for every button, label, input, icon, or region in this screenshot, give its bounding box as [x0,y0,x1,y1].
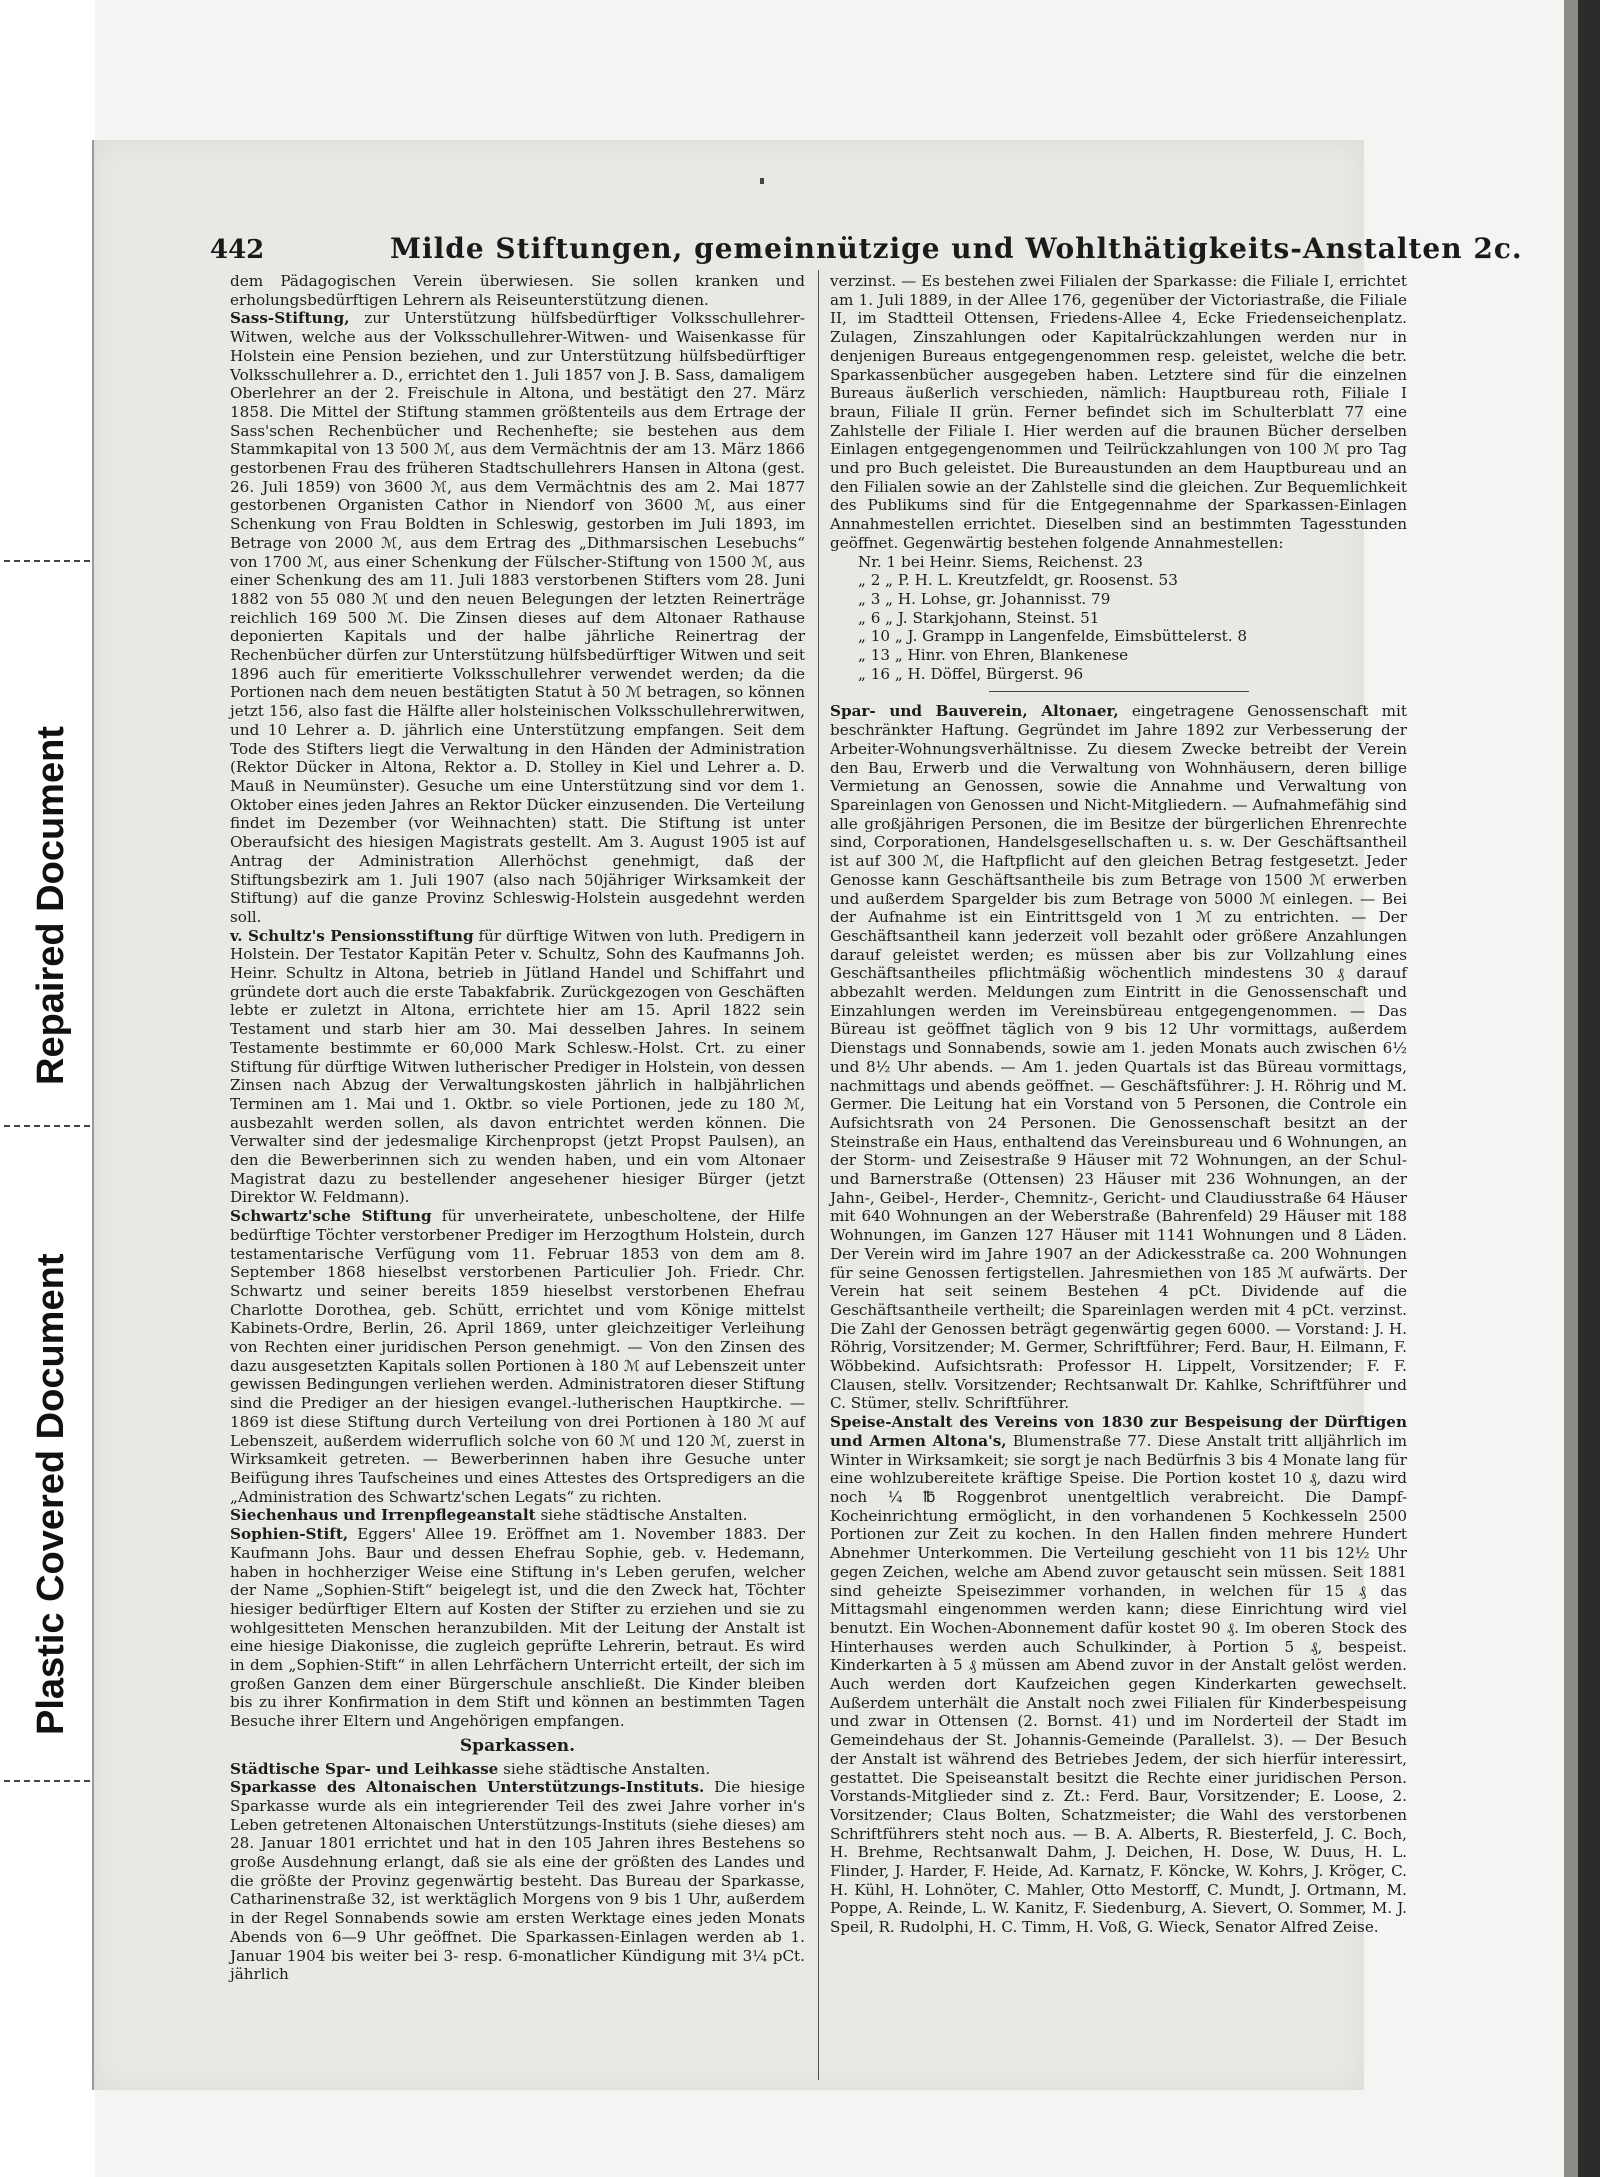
right-column [830,272,1407,1937]
article-heading: Schwartz'sche Stiftung [230,1207,432,1226]
article-heading: Spar- und Bauverein, Altonaer, [830,702,1119,721]
list-item: „ 16 „ H. Döffel, Bürgerst. 96 [858,664,1084,683]
article-heading: Sass-Stiftung, [230,309,350,328]
article-heading: Siechenhaus und Irrenpflegeanstalt [230,1506,536,1525]
list-item: „ 10 „ J. Grampp in Langenfelde, Eimsbüttelerst. 8 [858,627,1248,646]
article-paragraph: Städtische Spar- und Leihkasse siehe städtische Anstalten. [230,1759,711,1778]
article-paragraph: Sparkasse des Altonaischen Unterstützungs-Instituts. Die hiesige Sparkasse wurde als ein integrierender Teil des zwei Jahre vorher in's Leben getretenen Altonaischen Unterstützungs-Instituts (siehe dieses) am 28. Januar 1801 errichtet und hat in den 105 Jahren ihres Bestehens so große Ausdehnung erlangt, daß sie als eine der größten des Landes und die größte der Provinz gegenwärtig besteht. Das Bureau der Sparkasse, Catharinenstraße 32, ist werktäglich Morgens von 9 bis 1 Uhr, außerdem in der Regel Sonnabends sowie am ersten Werktage eines jeden Monats Abends von 6—9 Uhr geöffnet. Die Sparkassen-Einlagen werden ab 1. Januar 1904 bis weiter bei 3- resp. 6-monatlicher Kündigung mit 3¼ pCt. jährlich [230,1778,806,1984]
plastic-covered-document-label: Plastic Covered Document [30,1253,72,1735]
article-paragraph: Sass-Stiftung, zur Unterstützung hülfsbedürftiger Volksschullehrer-Witwen, welche aus der Volksschullehrer-Witwen- und Waisenkasse für Holstein eine Pension beziehen, und zur Unterstützung hülfsbedürftiger Volksschullehrer a. D., errichtet den 1. Juli 1857 von J. B. Sass, damaligem Oberlehrer an der 2. Freischule in Altona, und bestätigt den 27. März 1858. Die Mittel der Stiftung stammen größtenteils aus dem Ertrage der Sass'schen Rechenbücher und Rechenhefte; sie bestehen aus dem Stammkapital von 13 500 ℳ, aus dem Vermächtnis der am 13. März 1866 gestorbenen Frau des früheren Stadtschullehrers Hansen in Altona (gest. 26. Juli 1859) von 3600 ℳ, aus dem Vermächtnis des am 2. Mai 1877 gestorbenen Organisten Cathor in Niendorf von 3600 ℳ, aus einer Schenkung von Frau Boldten in Schleswig, gestorben im Juli 1893, im Betrage von 2000 ℳ, aus dem Ertrag des „Dithmarsischen Lesebuchs“ von 1700 ℳ, aus einer Schenkung der Fülscher-Stiftung von 1500 ℳ, aus einer Schenkung des am 11. Juli 1883 verstorbenen Stifters vom 28. Juni 1882 von 55 080 ℳ und den neuen Belegungen der letzten Reinerträge reichlich 169 500 ℳ. Die Zinsen dieses auf dem Altonaer Rathause deponierten Kapitals und der halbe jährliche Reinertrag der Rechenbücher dürfen zur Unterstützung hülfsbedürftiger Witwen und seit 1896 auch für emeritierte Volksschullehrer verwendet werden; da die Portionen nach dem neuen bestätigten Statut à 50 ℳ betragen, so können jetzt 156, also fast die Hälfte aller holsteinischen Volksschullehrerwitwen, und 10 Lehrer a. D. jährlich eine Unterstützung empfangen. Seit dem Tode des Stifters liegt die Verwaltung in den Händen der Administration (Rektor Dücker in Altona, Rektor a. D. Stolley in Kiel und Lehrer a. D. Mauß in Neumünster). Gesuche um eine Unterstützung sind vor dem 1. Oktober eines jeden Jahres an Rektor Dücker einzusenden. Die Verteilung findet im Dezember (vor Weihnachten) statt. Die Stiftung ist unter Oberaufsicht des hiesigen Magistrats gestellt. Am 3. August 1905 ist auf Antrag der Administration Allerhöchst genehmigt, daß der Stiftungsbezirk am 1. Juli 1907 (also nach 50jähriger Wirksamkeit der Stiftung) auf die ganze Provinz Schleswig-Holstein ausgedehnt werden soll. [230,309,806,926]
side-label-panel [0,0,95,2177]
list-item: „ 13 „ Hinr. von Ehren, Blankenese [858,646,1129,665]
article-paragraph: dem Pädagogischen Verein überwiesen. Sie sollen kranken und erholungsbedürftigen Lehrern als Reiseunterstützung dienen. [230,272,805,309]
page-number: 442 [210,235,265,265]
column-divider [818,270,819,2080]
repaired-document-label: Repaired Document [30,726,72,1085]
dashed-divider-bottom [4,1780,90,1782]
article-heading: Sophien-Stift, [230,1525,349,1544]
binding-mark [760,178,764,184]
article-paragraph: verzinst. — Es bestehen zwei Filialen der Sparkasse: die Filiale I, errichtet am 1. Juli 1889, in der Allee 176, gegenüber der Victoriastraße, die Filiale II, im Stadtteil Ottensen, Friedens-Allee 4, Ecke Friedenseichenplatz. Zulagen, Zinszahlungen oder Kapitalrückzahlungen werden nur in denjenigen Bureaus entgegengenommen resp. geleistet, welche die betr. Sparkassenbücher ausgegeben haben. Letztere sind für die einzelnen Bureaus äußerlich verschieden, nämlich: Hauptbureau roth, Filiale I braun, Filiale II grün. Ferner befindet sich im Schulterblatt 77 eine Zahlstelle der Filiale I. Hier werden auf die braunen Bücher derselben Einlagen entgegengenommen und Teilrückzahlungen von 100 ℳ pro Tag und pro Buch geleistet. Die Bureaustunden an dem Hauptbureau und an den Filialen sowie an der Zahlstelle sind die gleichen. Zur Bequemlichkeit des Publikums sind für die Entgegennahme der Sparkassen-Einlagen Annahmestellen errichtet. Dieselben sind an bestimmten Tagesstunden geöffnet. Gegenwärtig bestehen folgende Annahmestellen: [830,272,1407,552]
article-paragraph: v. Schultz's Pensionsstiftung für dürftige Witwen von luth. Predigern in Holstein. Der Testator Kapitän Peter v. Schultz, Sohn des Kaufmanns Joh. Heinr. Schultz in Altona, betrieb in Jütland Handel und Schiffahrt und gründete dort auch die erste Tabakfabrik. Zurückgezogen von Geschäften lebte er zuletzt in Altona, errichtete hier am 15. April 1822 sein Testament und starb hier am 30. Mai desselben Jahres. In seinem Testamente bestimmte er 60,000 Mark Schlesw.-Holst. Crt. zu einer Stiftung für dürftige Witwen lutherischer Prediger in Holstein, von dessen Zinsen nach Abzug der Verwaltungskosten jährlich in halbjährlichen Terminen am 1. Mai und 1. Oktbr. so viele Portionen, jede zu 180 ℳ, ausbezahlt werden sollen, als davon entrichtet werden können. Die Verwalter sind der jedesmalige Kirchenpropst (jetzt Propst Paulsen), an den die Bewerberinnen sich zu wenden haben, und ein vom Altonaer Magistrat dazu zu bestellender angesehener hiesiger Bürger (jetzt Direktor W. Feldmann). [230,926,805,1207]
list-item: „ 3 „ H. Lohse, gr. Johannisst. 79 [858,589,1111,608]
article-heading: Städtische Spar- und Leihkasse [230,1759,499,1778]
article-paragraph: Spar- und Bauverein, Altonaer, eingetragene Genossenschaft mit beschränkter Haftung. Gegründet im Jahre 1892 zur Verbesserung der Arbeiter-Wohnungsverhältnisse. Zu diesem Zwecke betreibt der Verein den Bau, Erwerb und die Verwaltung von Wohnhäusern, deren billige Vermietung an Genossen, sowie die Annahme und Verwaltung von Spareinlagen von Genossen und Nicht-Mitgliedern. — Aufnahmefähig sind alle großjährigen Personen, die im Besitze der bürgerlichen Ehrenrechte sind, Corporationen, Handelsgesellschaften u. s. w. Der Geschäftsantheil ist auf 300 ℳ, die Haftpflicht auf den gleichen Betrag festgesetzt. Jeder Genosse kann Geschäftsantheile bis zum Betrage von 1500 ℳ erwerben und außerdem Spargelder bis zum Betrage von 5000 ℳ einlegen. — Bei der Aufnahme ist ein Eintrittsgeld von 1 ℳ zu entrichten. — Der Geschäftsantheil kann jederzeit voll bezahlt oder größere Anzahlungen darauf geleistet werden; es müssen aber bis zur Vollzahlung eines Geschäftsantheiles pflichtmäßig wöchentlich mindestens 30 ₰ darauf abbezahlt werden. Meldungen zum Eintritt in die Genossenschaft und Einzahlungen werden im Vereinsbüreau entgegengenommen. — Das Büreau ist geöffnet täglich von 9 bis 12 Uhr vormittags, außerdem Dienstags und Sonnabends, sowie am 1. jeden Monats auch zwischen 6½ und 8½ Uhr abends. — Am 1. jeden Quartals ist das Büreau vormittags, nachmittags und abends geöffnet. — Geschäftsführer: J. H. Röhrig und M. Germer. Die Leitung hat ein Vorstand von 5 Personen, die Controle ein Aufsichtsrath von 24 Personen. Die Genossenschaft besitzt an der Steinstraße ein Haus, enthaltend das Vereinsbureau und 6 Wohnungen, an der Storm- und Zeisestraße 9 Häuser mit 72 Wohnungen, an der Schul- und Barnerstraße (Ottensen) 23 Häuser mit 236 Wohnungen, an der Jahn-, Geibel-, Herder-, Chemnitz-, Gericht- und Claudiusstraße 64 Häuser mit 640 Wohnungen an der Weberstraße (Bahrenfeld) 29 Häuser mit 188 Wohnungen, im Ganzen 127 Häuser mit 1141 Wohnungen und 8 Läden. Der Verein wird im Jahre 1907 an der Adickesstraße ca. 200 Wohnungen für seine Genossen fertigstellen. Jahresmiethen von 185 ℳ aufwärts. Der Verein hat seit seinem Bestehen 4 pCt. Dividende auf die Geschäftsantheile vertheilt; die Spareinlagen werden mit 4 pCt. verzinst. Die Zahl der Genossen beträgt gegenwärtig gegen 6000. — Vorstand: J. H. Röhrig, Vorsitzender; M. Germer, Schriftführer; Ferd. Baur, H. Eilmann, F. Wöbbekind. Aufsichtsrath: Professor H. Lippelt, Vorsitzender; F. F. Clausen, stellv. Vorsitzender; Rechtsanwalt Dr. Kahlke, Schriftführer und C. Stümer, stellv. Schriftführer. [830,702,1408,1413]
section-heading: Sparkassen. [459,1735,576,1756]
collection-points-list [858,553,1407,684]
article-paragraph: Sophien-Stift, Eggers' Allee 19. Eröffnet am 1. November 1883. Der Kaufmann Johs. Baur und dessen Ehefrau Sophie, geb. v. Hedemann, haben in hochherziger Weise eine Stiftung in's Leben gerufen, welcher der Name „Sophien-Stift“ beigelegt ist, und die den Zweck hat, Töchter hiesiger bedürftiger Eltern auf Kosten der Stifter zu erziehen und sie zu wohlgesitteten Menschen heranzubilden. Mit der Leitung der Anstalt ist eine hiesige Diakonisse, die zugleich geprüfte Lehrerin, betraut. Es wird in dem „Sophien-Stift“ in allen Lehrfächern Unterricht erteilt, der sich im großen Ganzen dem einer Bürgerschule anschließt. Die Kinder bleiben bis zu ihrer Konfirmation in dem Stift und können an bestimmten Tagen Besuche ihrer Eltern und Angehörigen empfangen. [230,1525,805,1731]
list-item: Nr. 1 bei Heinr. Siems, Reichenst. 23 [858,552,1143,571]
scan-edge [1578,0,1600,2177]
article-heading: Sparkasse des Altonaischen Unterstützungs-Instituts. [230,1778,705,1797]
article-paragraph: Siechenhaus und Irrenpflegeanstalt siehe städtische Anstalten. [230,1506,748,1525]
article-heading: v. Schultz's Pensionsstiftung [230,926,474,945]
scan-edge-shadow [1564,0,1578,2177]
dashed-divider-middle [4,1125,90,1127]
article-paragraph: Speise-Anstalt des Vereins von 1830 zur Bespeisung der Dürftigen und Armen Altona's, Blumenstraße 77. Diese Anstalt tritt alljährlich im Winter in Wirksamkeit; sie sorgt je nach Bedürfnis 3 bis 4 Monate lang für eine wohlzubereitete kräftige Speise. Die Portion kostet 10 ₰, dazu wird noch ¼ ℔ Roggenbrot unentgeltlich verabreicht. Die Dampf-Kocheinrichtung ermöglicht, in den vorhandenen 5 Kochkesseln 2500 Portionen zur Zeit zu kochen. In den Hallen finden mehrere Hundert Abnehmer Unterkommen. Die Verteilung geschieht von 11 bis 12½ Uhr gegen Zeichen, welche am Abend zuvor getauscht sein müssen. Seit 1881 sind geheizte Speisezimmer vorhanden, in welchen für 15 ₰ das Mittagsmahl eingenommen werden kann; diese Einrichtung wird viel benutzt. Ein Wochen-Abonnement dafür kostet 90 ₰. Im oberen Stock des Hinterhauses werden auch Schulkinder, à Portion 5 ₰, bespeist. Kinderkarten à 5 ₰ müssen am Abend zuvor in der Anstalt gelöst werden. Auch werden dort Kaufzeichen gegen Kinderkarten gewechselt. Außerdem unterhält die Anstalt noch zwei Filialen für Kinderbespeisung und zwar in Ottensen (2. Bornst. 41) und im Norderteil der Stadt im Gemeindehaus der St. Johannis-Gemeinde (Parallelst. 3). — Der Besuch der Anstalt ist während des Betriebes Jedem, der sich hierfür interessirt, gestattet. Die Speiseanstalt besitzt die Rechte einer juridischen Person. Vorstands-Mitglieder sind z. Zt.: Ferd. Baur, Vorsitzender; E. Loose, 2. Vorsitzender; Claus Bolten, Schatzmeister; die Wahl des verstorbenen Schriftführers steht noch aus. — B. A. Alberts, R. Biesterfeld, J. C. Boch, H. Brehme, Rechtsanwalt Dahm, J. Deichen, H. Dose, W. Duus, H. L. Flinder, J. Harder, F. Heide, Ad. Karnatz, F. Köncke, W. Kohrs, J. Kröger, C. H. Kühl, H. Lohnöter, C. Mahler, Otto Mestorff, C. Mundt, J. Ortmann, M. Poppe, A. Reinde, L. W. Kanitz, F. Siedenburg, A. Sievert, O. Sommer, M. J. Speil, R. Rudolphi, H. C. Timm, H. Voß, G. Wieck, Senator Alfred Zeise. [830,1413,1407,1937]
article-heading: Speise-Anstalt des Vereins von 1830 zur Bespeisung der Dürftigen und Armen Altona's, [830,1413,1407,1450]
article-paragraph: Schwartz'sche Stiftung für unverheiratete, unbescholtene, der Hilfe bedürftige Töchter verstorbener Prediger im Herzogthum Holstein, durch testamentarische Verfügung vom 11. Februar 1853 von dem am 8. September 1868 hieselbst verstorbenen Particulier Joh. Friedr. Chr. Schwartz und seiner bereits 1859 hieselbst verstorbenen Ehefrau Charlotte Dorothea, geb. Schütt, errichtet und vom Könige mittelst Kabinets-Ordre, Berlin, 26. April 1869, unter gleichzeitiger Verleihung von Rechten einer juridischen Person genehmigt. — Von den Zinsen des dazu ausgesetzten Kapitals sollen Portionen à 180 ℳ auf Lebenszeit unter gewissen Bedingungen verliehen werden. Administratoren dieser Stiftung sind die Prediger an der hiesigen evangel.-lutherischen Hauptkirche. — 1869 ist diese Stiftung durch Verteilung von drei Portionen à 180 ℳ auf Lebenszeit, außerdem widerruflich solche von 60 ℳ und 120 ℳ, zuerst in Wirksamkeit getreten. — Bewerberinnen haben ihre Gesuche unter Beifügung ihres Taufscheines und eines Attestes des Ortspredigers an die „Administration des Schwartz'schen Legats“ zu richten. [230,1207,805,1506]
section-rule [989,691,1249,692]
list-item: „ 2 „ P. H. L. Kreutzfeldt, gr. Roosenst. 53 [858,571,1178,590]
left-column [230,272,805,1984]
running-header: Milde Stiftungen, gemeinnützige und Wohlthätigkeits-Anstalten 2c. [390,232,1523,265]
list-item: „ 6 „ J. Starkjohann, Steinst. 51 [858,608,1100,627]
dashed-divider-top [4,560,90,562]
